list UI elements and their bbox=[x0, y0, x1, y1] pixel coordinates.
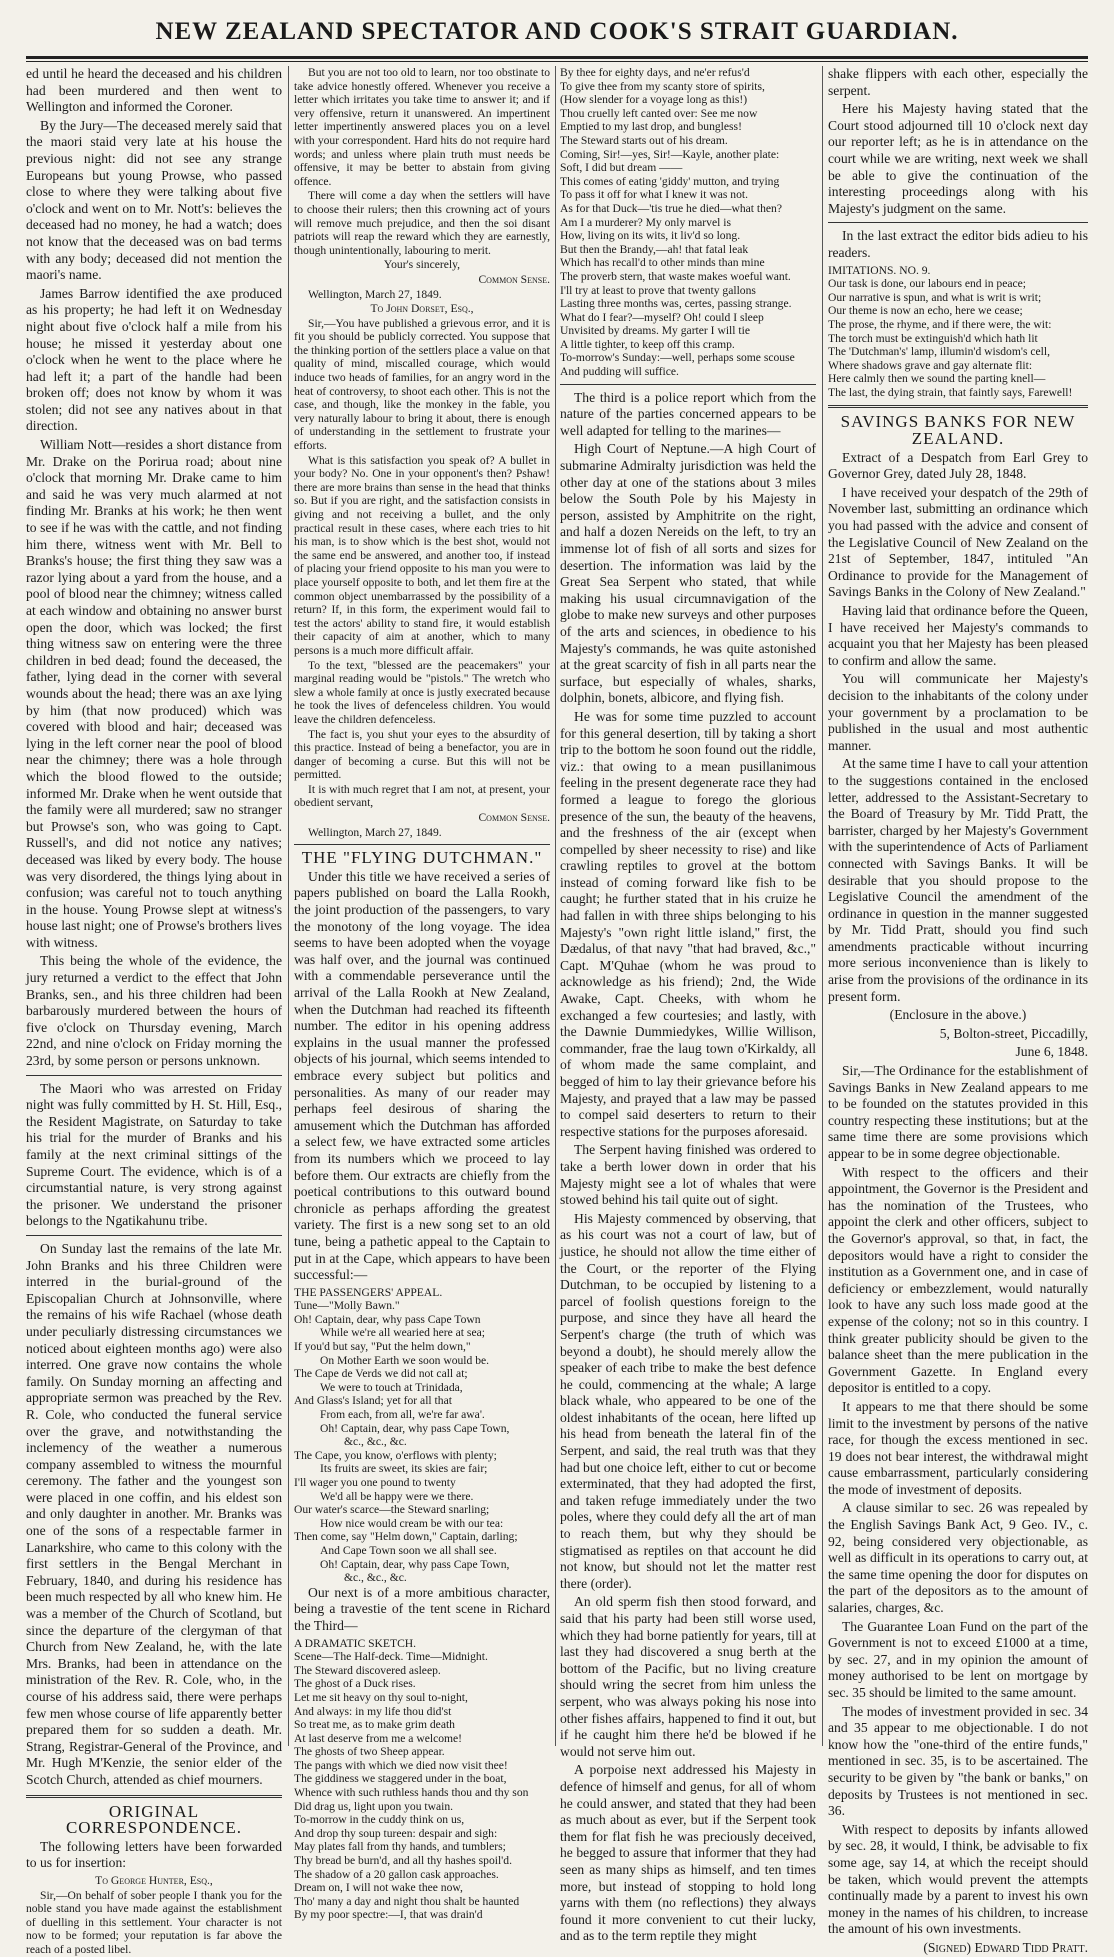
verse-line: But then the Brandy,—ah! that fatal leak bbox=[560, 242, 749, 256]
article-paragraph: The Maori who was arrested on Friday night was fully committed by H. St. Hill, Esq., the Resident Magistrate, on Saturday to take his trial for the murder of Branks and his family at the next criminal sittings of the Supreme Court. The evidence, which is of a circumstantial nature, is very strong against the prisoner. We understand the prisoner belongs to the Ngatikahunu tribe. bbox=[26, 1080, 282, 1229]
letter-closing: Your's sincerely, bbox=[383, 258, 461, 272]
poem-line: &c., &c., &c. bbox=[344, 1571, 407, 1585]
stage-direction: The ghost of a Duck rises. bbox=[294, 1677, 416, 1691]
letter-signature: (Signed) Edward Tidd Pratt. bbox=[923, 1939, 1088, 1955]
letter-paragraph: To the text, "blessed are the peacemakers" your marginal reading would be "pistols." The wretch who slew a whole family at once is justly execrated because he took the lives of defenceless children. You would leave the children defenceless. bbox=[294, 658, 550, 726]
article-paragraph: Having laid that ordinance before the Queen, I have received her Majesty's commands to acquaint you that her Majesty has been pleased to confirm and allow the same. bbox=[828, 603, 1088, 668]
article-paragraph: This being the whole of the evidence, the jury returned a verdict to the effect that John Branks, sen., and his three children had been barbarously murdered between the hours of five o'clock on Thursday evening, March 22nd, and nine o'clock on Friday morning the 23rd, by some person or persons unknown. bbox=[26, 953, 282, 1069]
section-divider bbox=[26, 1075, 282, 1076]
verse-line: Soft, I did but dream —— bbox=[560, 161, 683, 175]
verse-line: How, living on its wits, it liv'd so long. bbox=[560, 229, 741, 243]
letter-salutation: To John Dorset, Esq., bbox=[370, 302, 474, 316]
article-paragraph: Sir,—The Ordinance for the establishment of Savings Banks in New Zealand appears to me to be founded on the statutes provided in this country respecting these institutions; but at the same time there are some provisions which appear to be in some degree objectionable. bbox=[828, 1063, 1088, 1161]
article-paragraph: On Sunday last the remains of the late Mr. John Branks and his three Children were interred in the burial-ground of the Episcopalian Church at Johnsonville, where the remains of his wife Rachael (whose death under peculiarly distressing circumstances we noticed about eighteen months ago) were also interred. One grave now contains the whole family. On Sunday morning an affecting and appropriate sermon was preached by the Rev. R. Cole, who conducted the funeral service over the grave, and notwithstanding the inclemency of the weather a numerous company assembled to witness the mournful ceremony. The father and the youngest son were placed in one coffin, and his eldest son and only daughter in another. Mr. Branks was one of the sons of a respectable farmer in Lanarkshire, who came to this colony with the first settlers in the Bengal Merchant in February, 1840, and during his residence has been much respected by all who knew him. He was a member of the Church of Scotland, but since the departure of the clergyman of that Church from New Zealand, he, with the late Mrs. Branks, had been in attendance on the ministration of the Rev. R. Cole, who, in the course of his address said, there were perhaps few men whose course of life apparently better prepared them for so sudden a death. Mr. Strang, Registrar-General of the Province, and Mr. Hugh M'Kenzie, the senior elder of the Scotch Church, attended as chief mourners. bbox=[26, 1240, 282, 1787]
verse-line: Dream on, I will not wake thee now, bbox=[294, 1881, 463, 1895]
article-paragraph: Our next is of a more ambitious character, being a travestie of the tent scene in Richard the Third— bbox=[294, 1584, 550, 1633]
section-divider bbox=[26, 1795, 282, 1798]
verse-line: I'll try at least to prove that twenty gallons bbox=[560, 283, 756, 297]
poem-line: From each, from all, we're far awa'. bbox=[320, 1408, 485, 1422]
poem-title: THE PASSENGERS' APPEAL. bbox=[294, 1285, 443, 1299]
letter-paragraph: But you are not too old to learn, nor too obstinate to take advice honestly offered. Whenever you receive a letter which irritates you take time to answer it; and if very offensive, return it unanswered. An impertinent letter impertinently answered places you on a level with your correspondent. Hard hits do not require hard words; and unless where plain truth must needs be offensive, it may be better to abstain from giving offence. bbox=[294, 66, 550, 188]
letter-date: Wellington, March 27, 1849. bbox=[308, 825, 442, 839]
article-paragraph: A porpoise next addressed his Majesty in defence of himself and genus, for all of whom he could answer, and stated that they had been as much about as ever, but if the Serpent took them for flat fish he was preciously deceived, he begged to assure that informer that they had seen as many ships as himself, and ten times more, but instead of stopping to hold long yarns with them (no reflections) they always found it more convenient to cut their lucky, and as to the term reptile they might bbox=[560, 1762, 816, 1944]
poem-line: Oh! Captain, dear, why pass Cape Town, bbox=[320, 1421, 510, 1435]
poem-line: The Cape de Verds we did not call at; bbox=[294, 1367, 468, 1381]
letter-paragraph: What is this satisfaction you speak of? A bullet in your body? No. One in your opponent's then? Pshaw! there are more brains than sense in the head that thinks so. But if you are right, and the satisfaction consists in giving and not receiving a bullet, and the only practical result in these cases, where each tries to hit his man, is to show which is the best shot, would not the same end be answered, and another too, if instead of placing your friend opposite to his man you were to place yourself opposite to both, and let them fire at the common object unembarrassed by the possibility of a return? If, in this form, the experiment would fail to test the actors' ability to stand fire, it would establish their capacity of aim at another, which to many persons is a much more difficult affair. bbox=[294, 453, 550, 657]
poem-title: IMITATIONS. NO. 9. bbox=[828, 263, 931, 277]
letter-signature: Common Sense. bbox=[478, 272, 550, 286]
section-divider bbox=[294, 844, 550, 845]
article-paragraph: Here his Majesty having stated that the Court stood adjourned till 10 o'clock next day our reporter left; as he is in attendance on the court while we are writing, next week we shall be able to give the continuation of the interesting proceedings along with his Majesty's judgment on the same. bbox=[828, 101, 1088, 216]
verse-line: Emptied to my last drop, and bungless! bbox=[560, 120, 742, 134]
poem-line: Its fruits are sweet, its skies are fair; bbox=[320, 1462, 488, 1476]
letter-address: 5, Bolton-street, Piccadilly, bbox=[939, 1025, 1088, 1041]
poem-line: If you'd but say, "Put the helm down," bbox=[294, 1340, 471, 1354]
verse-line: To give thee from my scanty store of spirits, bbox=[560, 79, 765, 93]
poem-line: Then come, say "Helm down," Captain, darling; bbox=[294, 1530, 518, 1544]
article-paragraph: James Barrow identified the axe produced as his property; he had left it on Wednesday night about five o'clock half a mile from his house; he missed it yesterday about one o'clock when he went to the place where he had left it; a part of the handle had been broken off; does not know by whom it was stolen; did not see any natives about in that direction. bbox=[26, 285, 282, 434]
letter-paragraph: There will come a day when the settlers will have to choose their rulers; then this crowning act of yours will remove much prejudice, and then the soi disant patriots will reap the reward which they are earnestly, though unintentionally, labouring to merit. bbox=[294, 189, 550, 257]
letter-date: June 6, 1848. bbox=[1015, 1044, 1088, 1060]
verse-line: Lasting three months was, certes, passing strange. bbox=[560, 297, 792, 311]
article-paragraph: I have received your despatch of the 29th of November last, submitting an ordinance which you had passed with the advice and consent of the Legislative Council of New Zealand on the 21st of September, 1847, intituled "An Ordinance to provide for the Management of Savings Banks in the Colony of New Zealand." bbox=[828, 484, 1088, 600]
poem-line: Oh! Captain, dear, why pass Cape Town bbox=[294, 1312, 481, 1326]
poem-line: And Glass's Island; yet for all that bbox=[294, 1394, 452, 1408]
article-paragraph: shake flippers with each other, especially the serpent. bbox=[828, 66, 1088, 98]
verse-line: As for that Duck—'tis true he died—what then? bbox=[560, 201, 782, 215]
verse-line: So treat me, as to make grim death bbox=[294, 1718, 455, 1732]
article-paragraph: A clause similar to sec. 26 was repealed by the English Savings Bank Act, 9 Geo. IV., c. 92, being considered very objectionable, as well as difficult in its operations to carry out, at the same time opening the door for disputes on the part of the depositors as to the amount of salaries, charges, &c. bbox=[828, 1500, 1088, 1616]
verse-line: This comes of eating 'giddy' mutton, and trying bbox=[560, 174, 780, 188]
article-paragraph: The Guarantee Loan Fund on the part of the Government is not to exceed £1000 at a time, by sec. 27, and in my opinion the amount of money authorised to be lent on mortgage by sec. 35 should be limited to the same amount. bbox=[828, 1618, 1088, 1700]
section-divider bbox=[828, 222, 1088, 223]
scene-direction: Scene—The Half-deck. Time—Midnight. bbox=[294, 1650, 488, 1664]
article-paragraph: The third is a police report which from the nature of the parties concerned appears to be well adapted for telling to the marines— bbox=[560, 389, 816, 438]
poem-line: We were to touch at Trinidada, bbox=[320, 1380, 463, 1394]
verse-line: The giddiness we staggered under in the boat, bbox=[294, 1772, 507, 1786]
article-paragraph: By the Jury—The deceased merely said that the maori staid very late at his house the previous night: did not see any strange Europeans but young Prowse, who passed close to where they were talking about five o'clock and went on to Mr. Nott's: believes the deceased had no money, he had a watch; does not know that the deceased was on bad terms with any body; deceased did not mention the maori's name. bbox=[26, 117, 282, 283]
verse-line: May plates fall from thy hands, and tumblers; bbox=[294, 1840, 506, 1854]
poem-line: Our narrative is spun, and what is writ is writ; bbox=[828, 290, 1042, 304]
column-4 bbox=[828, 66, 1088, 1955]
section-divider bbox=[26, 1235, 282, 1236]
poem-line: Oh! Captain, dear, why pass Cape Town, bbox=[320, 1557, 510, 1571]
article-paragraph: ed until he heard the deceased and his children had been murdered and then went to Wellington and informed the Coroner. bbox=[26, 66, 282, 115]
section-divider bbox=[828, 405, 1088, 408]
verse-line: Coming, Sir!—yes, Sir!—Kayle, another plate: bbox=[560, 147, 780, 161]
poem-line: Where shadows grave and gay alternate flit: bbox=[828, 358, 1033, 372]
article-paragraph: With respect to deposits by infants allowed by sec. 28, it would, I think, be advisable to fix some age, say 14, at which the receipt should be taken, which would prevent the attempts continually made by a parent to invest his own money in the names of his children, to increase the amount of his own investments. bbox=[828, 1821, 1088, 1937]
article-paragraph: At the same time I have to call your attention to the suggestions contained in the enclosed letter, addressed to the Assistant-Secretary to the Board of Treasury by Mr. Tidd Pratt, the barrister, charged by her Majesty's Government with the superintendence of Acts of Parliament connected with Savings Banks. It will be desirable that you should propose to the Legislative Council the amendment of the ordinance in question in the manner suggested by Mr. Tidd Pratt, should you find such amendments practicable without incurring more serious inconvenience than is likely to arise from the provisions of the ordinance in its present form. bbox=[828, 756, 1088, 1004]
article-paragraph: In the last extract the editor bids adieu to his readers. bbox=[828, 228, 1088, 260]
article-paragraph: High Court of Neptune.—A high Court of submarine Admiralty jurisdiction was held the other day at one of the stations about 3 miles below the South Pole by his Majesty in person, assisted by Amphitrite on the right, and half a dozen Nereids on the left, to try an immense lot of fish of all sorts and sizes for desertion. The information was laid by the Great Sea Serpent who stated, that while making his usual circumnavigation of the globe to make new surveys and other purposes of the arts and sciences, in obedience to his Majesty's commands, he was quite astonished at the great scarcity of fish in all parts near the surface, but especially of whales, sharks, dolphin, bonets, albicore, and flying fish. bbox=[560, 441, 816, 706]
article-paragraph: An old sperm fish then stood forward, and said that his party had been still worse used, which they had borne patiently for years, till at last they had discovered a snug berth at the bottom of the Pacific, but no living creature should wring the secret from him unless the serpent, who was always poking his nose into other fishes affairs, happened to find it out, but if he caught him there he'd be blowed if he would not serve him out. bbox=[560, 1594, 816, 1759]
article-paragraph: The Serpent having finished was ordered to take a berth lower down in order that his Majesty might see a lot of whales that were stowed behind his tail quite out of sight. bbox=[560, 1142, 816, 1208]
verse-line: (How slender for a voyage long as this!) bbox=[560, 93, 748, 107]
letter-paragraph: The fact is, you shut your eyes to the absurdity of this practice. Instead of being a benefactor, you are in danger of becoming a curse. But this will not be permitted. bbox=[294, 727, 550, 782]
verse-line: Did drag us, light upon you twain. bbox=[294, 1799, 454, 1813]
verse-line: And pudding will suffice. bbox=[560, 365, 679, 379]
poem-line: Our theme is now an echo, here we cease; bbox=[828, 304, 1023, 318]
poem-line: Our water's scarce—the Steward snarling; bbox=[294, 1503, 490, 1517]
verse-line: At last deserve from me a welcome! bbox=[294, 1731, 463, 1745]
verse-line: Which has recall'd to other minds than mine bbox=[560, 256, 765, 270]
column-divider bbox=[555, 66, 556, 1746]
letter-signature: Common Sense. bbox=[478, 811, 550, 825]
stage-direction: The ghosts of two Sheep appear. bbox=[294, 1745, 445, 1759]
letter-paragraph: Sir,—On behalf of sober people I thank you for the noble stand you have made against the establishment of duelling in this settlement. Your character is not now to be formed; your reputation is far above the reach of a posted libel. bbox=[26, 1888, 282, 1956]
poem-line: How nice would cream be with our tea: bbox=[320, 1516, 504, 1530]
article-paragraph: He was for some time puzzled to account for this general desertion, till by taking a short trip to the bottom he soon found out the riddle, viz.: that owing to a mean pusillanimous feeling in the present degenerate race they had formed a league to forego the glorious presence of the sun, the beauty of the heavens, and the freshness of the air (except when compelled by sheer necessity to rise) and like crawling reptiles to grovel at the bottom instead of coming forward like fish to be caught; he further stated that in his cruize he had fallen in with three ships belonging to his Majesty's "own right little island," first, the Dædalus, of that navy "that had braved, &c.," Capt. M'Quhae (whom he was proud to acknowledge as his friend); 2nd, the Wide Awake, Capt. Cheeks, with whom he exchanged a few courtesies; and lastly, with the Dawnie Dummiedykes, Willie Willison, commander, frae the laug town o'Kirkaldy, all of whom made the same complaint, and begged of him to lay their grievance before his Majesty, and prayed that a law may be passed to compel said deserters to return to their respective stations for the purposes aforesaid. bbox=[560, 708, 816, 1139]
stage-direction: The Steward starts out of his dream. bbox=[560, 133, 728, 147]
verse-line: Thou cruelly left canted over: See me now bbox=[560, 106, 758, 120]
verse-line: What do I fear?—myself? Oh! could I sleep bbox=[560, 310, 764, 324]
article-paragraph: His Majesty commenced by observing, that as his court was not a court of law, but of justice, he should not allow the time either of the Court, or the reporter of the Flying Dutchman, to be occupied by listening to a parcel of foolish questions foreign to the purpose, and since they have all heard the Serpent's charge (the truth of which was beyond a doubt), he should merely allow the speaker of each tribe to make the best defence he could, commencing at the whale; A large black whale, who appeared to be one of the oldest inhabitants of the ocean, here lifted up his head from beneath the lateral fin of the Serpent, and said, the real truth was that they had but one choice left, either to cut or become exterminated, that they had adopted the first, and taken refuge immediately under the two poles, where they could defy all the art of man to reach them, but why they should be stigmatised as reptiles on that account he did not know, but should not let the matter rest there (order). bbox=[560, 1210, 816, 1591]
despatch-intro: Extract of a Despatch from Earl Grey to Governor Grey, dated July 28, 1848. bbox=[828, 449, 1088, 482]
poem-line: The last, the dying strain, that faintly says, Farewell! bbox=[828, 385, 1073, 399]
verse-line: To-morrow in the cuddy think on us, bbox=[294, 1813, 465, 1827]
masthead-title: NEW ZEALAND SPECTATOR AND COOK'S STRAIT GUARDIAN. bbox=[155, 18, 959, 45]
column-2 bbox=[294, 66, 550, 1922]
verse-line: Whence with such ruthless hands thou and thy son bbox=[294, 1786, 529, 1800]
verse-line: By thee for eighty days, and ne'er refus'd bbox=[560, 66, 750, 79]
section-heading: THE "FLYING DUTCHMAN." bbox=[301, 848, 543, 868]
verse-line: Am I a murderer? My only marvel is bbox=[560, 215, 731, 229]
column-divider bbox=[288, 66, 289, 1746]
poem-line: I'll wager you one pound to twenty bbox=[294, 1476, 456, 1489]
verse-line: A little tighter, to keep off this cramp. bbox=[560, 337, 735, 351]
poem-line: The Cape, you know, o'erflows with plenty; bbox=[294, 1448, 497, 1462]
verse-line: The proverb stern, that waste makes woeful want. bbox=[560, 269, 791, 283]
section-heading: SAVINGS BANKS FOR NEW ZEALAND. bbox=[840, 412, 1076, 449]
verse-line: By my poor spectre:—I, that was drain'd bbox=[294, 1908, 483, 1922]
letter-paragraph: It is with much regret that I am not, at present, your obedient servant, bbox=[294, 782, 550, 810]
verse-line: And always: in my life thou did'st bbox=[294, 1704, 452, 1718]
poem-line: The 'Dutchman's' lamp, illumin'd wisdom's cell, bbox=[828, 345, 1051, 359]
sketch-title: A DRAMATIC SKETCH. bbox=[294, 1636, 417, 1650]
article-paragraph: The modes of investment provided in sec. 34 and 35 appear to me objectionable. I do not know how the "one-third of the entire funds," mentioned in sec. 35, is to be ascertained. The security to be given by "the bank or banks," on deposits by Trustees is not mentioned in sec. 36. bbox=[828, 1703, 1088, 1819]
poem-line: Our task is done, our labours end in peace; bbox=[828, 277, 1027, 291]
letter-date: Wellington, March 27, 1849. bbox=[308, 287, 442, 301]
article-paragraph: You will communicate her Majesty's decision to the inhabitants of the colony under your government by a proclamation to be published in the usual and most authentic manner. bbox=[828, 671, 1088, 753]
masthead-rule-thick bbox=[26, 56, 1088, 59]
column-3 bbox=[560, 66, 816, 1944]
masthead-rule-thin bbox=[26, 61, 1088, 62]
poem-line: Here calmly then we sound the parting knell— bbox=[828, 372, 1046, 386]
verse-line: To-morrow's Sunday:—well, perhaps some scouse bbox=[560, 351, 795, 365]
verse-line: To pass it off for what I knew it was not. bbox=[560, 188, 748, 202]
verse-line: Let me sit heavy on thy soul to-night, bbox=[294, 1690, 468, 1704]
poem-line: While we're all wearied here at sea; bbox=[320, 1326, 485, 1340]
stage-direction: The shadow of a 20 gallon cask approaches. bbox=[294, 1867, 499, 1881]
poem-line: On Mother Earth we soon would be. bbox=[320, 1353, 490, 1367]
poem-line: And Cape Town soon we all shall see. bbox=[320, 1543, 497, 1557]
section-heading: ORIGINAL CORRESPONDENCE. bbox=[65, 1801, 243, 1838]
article-paragraph: It appears to me that there should be some limit to the investment by persons of the native race, for though the excess mentioned in sec. 19 does not bear interest, the withdrawal might cause embarrassment, particularly considering the mode of investment of deposits. bbox=[828, 1398, 1088, 1497]
verse-line: Thy bread be burn'd, and all thy hashes spoil'd. bbox=[294, 1854, 512, 1868]
stage-direction: The Steward discovered asleep. bbox=[294, 1663, 441, 1677]
article-paragraph: William Nott—resides a short distance from Mr. Drake on the Porirua road; about nine o'clock that morning Mr. Drake came to him and said he was very much alarmed at not finding Mr. Branks at his work; he then went to see if he was with the cattle, and not finding him there, witness went with Mr. Bell to Branks's house; the first thing they saw was a razor lying about a yard from the house, and a pool of blood near the chimney; witness called at each window and obtaining no answer burst open the door, which was locked; the first thing witness saw on entering were the three children in bed dead; found the deceased, the father, lying dead in the corner with several wounds about the head; there was an axe lying by him (that now produced) which was covered with blood and hair; deceased was lying in the left corner near the pool of blood near the chimney; there was a hole through which the blood flowed to the outside; informed Mr. Drake when he went outside that the family were all murdered; saw no stranger but Prowse's son, who was going to Capt. Russell's, and did not notice any natives; deceased was liked by every body. The house was very disordered, the things lying about in confusion; was careful not to touch anything in the house. Young Prowse slept at witness's house last night; one of Prowse's brothers lives with witness. bbox=[26, 437, 282, 950]
letter-salutation: To George Hunter, Esq., bbox=[95, 1873, 213, 1887]
letter-paragraph: Sir,—You have published a grievous error, and it is fit you should be publicly corrected. You suppose that the thinking portion of the settlers place a value on that quality of mind, miscalled courage, which would induce two heads of families, for an angry word in the heat of controversy, to shoot each other. This is not the case, and though, like the monkey in the fable, you very naturally labour to bring it about, there is enough of understanding in the settlement to frustrate your efforts. bbox=[294, 316, 550, 453]
article-paragraph: The following letters have been forwarded to us for insertion: bbox=[26, 1838, 282, 1871]
poem-line: We'd all be happy were we there. bbox=[320, 1489, 474, 1503]
enclosure-note: (Enclosure in the above.) bbox=[889, 1007, 1027, 1023]
column-1 bbox=[26, 66, 282, 1956]
poem-tune: Tune—"Molly Bawn." bbox=[294, 1299, 400, 1313]
verse-line: And drop thy soup tureen: despair and sigh: bbox=[294, 1826, 498, 1840]
poem-line: The prose, the rhyme, and if there were, the wit: bbox=[828, 317, 1052, 331]
column-divider bbox=[822, 66, 823, 1746]
article-paragraph: Under this title we have received a series of papers published on board the Lalla Rookh, the joint production of the passengers, to vary the monotony of the long voyage. The idea seems to have been adopted when the voyage was half over, and the journal was continued with a commendable perseverance until the arrival of the Lalla Rookh at New Zealand, when the Dutchman had reached its fifteenth number. The editor in his opening address explains in the usual manner the professed objects of his journal, which seems intended to embrace every subject but politics and personalities. As many of our reader may perhaps feel desirous of sharing the amusement which the Dutchman has afforded a select few, we have extracted some articles from its numbers which we proceed to lay before them. Our extracts are chiefly from the poetical contributions to this outward bound chronicle as perhaps affording the greatest variety. The first is a new song set to an old tune, being a pathetic appeal to the Captain to put in at the Cape, which appears to have been successful:— bbox=[294, 868, 550, 1283]
poem-line: The torch must be extinguish'd which hath lit bbox=[828, 331, 1038, 345]
article-paragraph: With respect to the officers and their appointment, the Governor is the President and has the nomination of the Trustees, who appoint the clerk and other officers, subject to the Governor's approval, so that, in fact, the depositors would have a right to consider the institution as a Government one, and in case of deficiency or embezzlement, would naturally look to have any such loss made good at the expense of the colony; not so in this country. I think greater publicity should be given to the balance sheet than the mere publication in the Government Gazette. In England every depositor is entitled to a copy. bbox=[828, 1164, 1088, 1396]
poem-line: &c., &c., &c. bbox=[344, 1435, 407, 1449]
verse-line: The pangs with which we died now visit thee! bbox=[294, 1758, 508, 1772]
verse-line: Unvisited by dreams. My garter I will tie bbox=[560, 324, 750, 338]
section-divider bbox=[560, 384, 816, 385]
verse-line: Tho' many a day and night thou shalt be haunted bbox=[294, 1894, 520, 1908]
